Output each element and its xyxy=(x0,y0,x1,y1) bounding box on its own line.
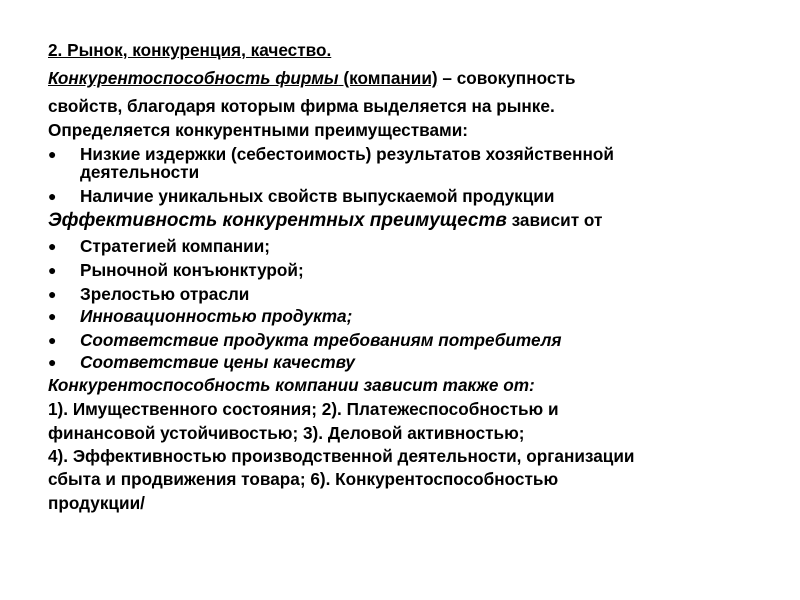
efficiency-title: Эффективность конкурентных преимуществ xyxy=(48,210,507,231)
definition-text-1: – совокупность xyxy=(437,68,576,88)
definition-line-2: свойств, благодаря которым фирма выделяется на рынке. xyxy=(48,96,555,116)
factor-text: Рыночной конъюнктурой; xyxy=(80,260,304,280)
also-depends: Конкурентоспособность компании зависит также от: xyxy=(48,375,535,395)
bullet-icon: ● xyxy=(48,262,57,278)
advantage-text: Низкие издержки (себестоимость) результатов хозяйственной xyxy=(80,144,614,164)
efficiency-suffix: зависит от xyxy=(506,210,603,230)
factor-text: Соответствие цены качеству xyxy=(80,352,355,372)
bullet-icon: ● xyxy=(48,308,57,324)
list-line: продукции/ xyxy=(48,493,145,513)
advantage-text: Наличие уникальных свойств выпускаемой продукции xyxy=(80,186,555,206)
bullet-icon: ● xyxy=(48,286,57,302)
advantage-text: деятельности xyxy=(80,162,200,182)
factor-text: Соответствие продукта требованиям потребителя xyxy=(80,330,562,350)
bullet-icon: ● xyxy=(48,146,57,162)
definition-term: Конкурентоспособность фирмы xyxy=(48,68,339,88)
definition-line-1 xyxy=(48,68,575,88)
slide-heading: 2. Рынок, конкуренция, качество. xyxy=(48,40,332,60)
determined-by: Определяется конкурентными преимуществами: xyxy=(48,120,469,140)
efficiency-line xyxy=(48,210,602,231)
bullet-icon: ● xyxy=(48,354,57,370)
bullet-icon: ● xyxy=(48,332,57,348)
factor-text: Зрелостью отрасли xyxy=(80,284,250,304)
factor-text: Инновационностью продукта; xyxy=(80,306,353,326)
bullet-icon: ● xyxy=(48,188,57,204)
definition-term-suffix: (компании) xyxy=(338,68,438,88)
list-line: сбыта и продвижения товара; 6). Конкурентоспособностью xyxy=(48,469,559,489)
bullet-icon: ● xyxy=(48,238,57,254)
list-line: финансовой устойчивостью; 3). Деловой активностью; xyxy=(48,423,525,443)
list-line: 1). Имущественного состояния; 2). Платежеспособностью и xyxy=(48,399,559,419)
list-line: 4). Эффективностью производственной деятельности, организации xyxy=(48,446,635,466)
factor-text: Стратегией компании; xyxy=(80,236,271,256)
